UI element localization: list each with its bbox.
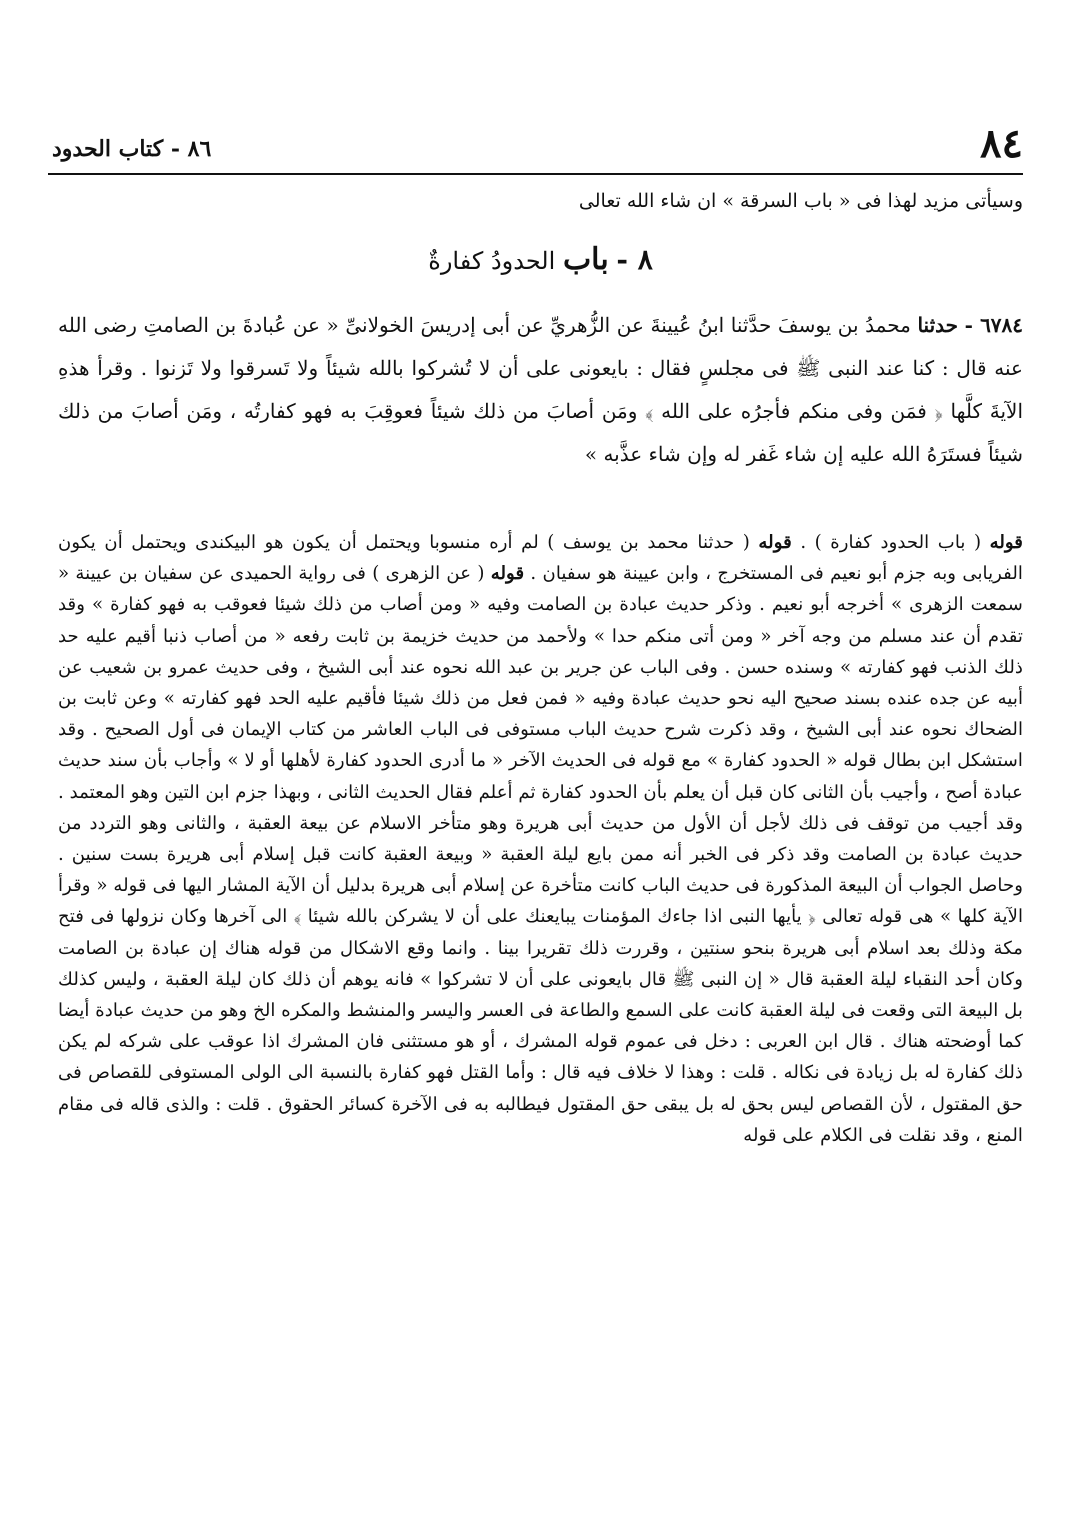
commentary-text: ( باب الحدود كفارة ) . xyxy=(791,532,990,553)
commentary-keyword: قوله xyxy=(490,563,525,585)
hadith-number: ٦٧٨٤ - xyxy=(964,313,1024,337)
commentary-keyword: قوله xyxy=(989,532,1023,553)
hadith-text: محمدُ بن يوسفَ حدَّثنا ابنُ عُيينةَ عن الزُّهريِّ عن أبى إدريسَ الخولانىِّ « عن عُبادةَ بن الصامتِ رضى الله عنه قال : كنا عند النبى ﷺ فى مجلسٍ فقال : بايعونى على أن لا تُشركوا بالله شيئاً ولا تَسرقوا ولا تَزنوا . وقرأ هذهِ الآيةَ كلَّها ﴿ فمَن وفى منكم فأجرُه على الله ﴾ ومَن أصابَ من ذلك شيئاً فعوقِبَ به فهو كفارتُه ، ومَن أصابَ من ذلك شيئاً فستَرَهُ الله عليه إن شاء غَفر له وإن شاء عذَّبه » xyxy=(58,313,1023,466)
commentary-keyword: قوله xyxy=(758,532,792,553)
header-divider xyxy=(48,173,1023,175)
running-title: ٨٦ - كتاب الحدود xyxy=(52,136,212,162)
commentary-text: ( حدثنا محمد بن يوسف ) لم أره منسوبا ويحتمل أن يكون هو البيكندى ويحتمل أن يكون الفريابى وبه جزم أبو نعيم فى المستخرج ، وابن عيينة هو سفيان . xyxy=(58,532,1023,585)
commentary-text: ( عن الزهرى ) فى رواية الحميدى عن سفيان بن عيينة « سمعت الزهرى » أخرجه أبو نعيم . وذكر حديث عبادة بن الصامت وفيه « ومن أصاب من ذلك شيئا فعوقب به فهو كفارة » وقد تقدم أن عند مسلم من وجه آخر « ومن أتى منكم حدا » ولأحمد من حديث خزيمة بن ثابت رفعه « من أصاب ذنبا أقيم عليه حد ذلك الذنب فهو كفارته » وسنده حسن . وفى الباب عن جرير بن عبد الله نحوه عند أبى الشيخ ، وفى حديث عمرو بن شعيب عن أبيه عن جده عنده بسند صحيح اليه نحو حديث عبادة وفيه « فمن فعل من ذلك شيئا فأقيم عليه الحد فهو كفارته » وعن ثابت بن الضحاك نحوه عند أبى الشيخ ، وقد ذكرت شرح حديث الباب مستوفى فى الباب العاشر من كتاب الإيمان فى أول الصحيح . وقد استشكل ابن بطال قوله « الحدود كفارة » مع قوله فى الحديث الآخر « ما أدرى الحدود كفارة لأهلها أو لا » وأجاب بأن سند حديث عبادة أصح ، وأجيب بأن الثانى كان قبل أن يعلم بأن الحدود كفارة ثم أعلم فقال الحديث الثانى ، وبهذا جزم ابن التين وهو المعتمد . وقد أجيب من توقف فى ذلك لأجل أن الأول من حديث أبى هريرة وهو متأخر الاسلام عن بيعة العقبة ، والثانى وهو التردد من حديث عبادة بن الصامت وقد ذكر فى الخبر أنه ممن بايع ليلة العقبة « وبيعة العقبة كانت قبل إسلام أبى هريرة بست سنين . وحاصل الجواب أن البيعة المذكورة فى حديث الباب كانت متأخرة عن إسلام أبى هريرة بدليل أن الآية المشار اليها فى قوله « وقرأ الآية كلها » هى قوله تعالى ﴿ يأيها النبى اذا جاءك المؤمنات يبايعنك على أن لا يشركن بالله شيئا ﴾ الى آخرها وكان نزولها فى فتح مكة وذلك بعد اسلام أبى هريرة بنحو سنتين ، وقررت ذلك تقريرا بينا . وانما وقع الاشكال من قوله هناك إن عبادة بن الصامت وكان أحد النقباء ليلة العقبة قال « إن النبى ﷺ قال بايعونى على أن لا تشركوا » فانه يوهم أن ذلك كان ليلة العقبة ، وليس كذلك بل البيعة التى وقعت فى ليلة العقبة كانت على السمع والطاعة فى العسر واليسر والمنشط والمكره الخ وهو من حديث عبادة أيضا كما أوضحته هناك . قال ابن العربى : دخل فى عموم قوله المشرك ، أو هو مستثنى فان المشرك اذا عوقب على شركه لم يكن ذلك كفارة له بل زيادة فى نكاله . قلت : وهذا لا خلاف فيه قال : وأما القتل فهو كفارة بالنسبة الى الولى المستوفى للقصاص فى حق المقتول ، لأن القصاص ليس بحق له بل يبقى حق المقتول فيطالبه به فى الآخرة كسائر الحقوق . قلت : والذى قاله فى مقام المنع ، وقد نقلت فى الكلام على قوله xyxy=(58,563,1023,1146)
chapter-heading xyxy=(58,240,1023,281)
chapter-title: الحدودُ كفارةٌ xyxy=(428,247,556,275)
commentary-block xyxy=(58,527,1023,1151)
hadith-text-block xyxy=(58,304,1023,476)
page-number: ٨٤ xyxy=(980,120,1023,167)
hadith-lead: حدثنا xyxy=(917,313,958,337)
intro-line: وسيأتى مزيد لهذا فى « باب السرقة » ان شاء الله تعالى xyxy=(578,190,1023,212)
chapter-number: ٨ - xyxy=(616,243,653,276)
chapter-word: باب xyxy=(562,242,609,277)
page-header xyxy=(52,112,1023,167)
